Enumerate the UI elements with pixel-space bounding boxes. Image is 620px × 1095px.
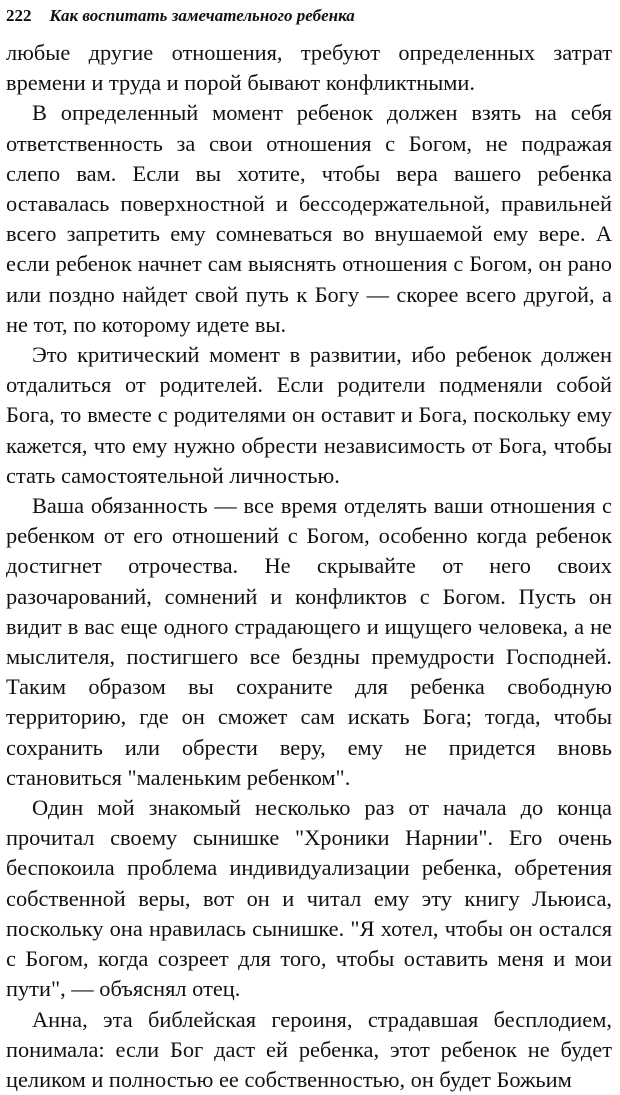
page-number: 222 bbox=[6, 4, 32, 28]
paragraph: Один мой знакомый несколько раз от начала до конца прочитал своему сынишке "Хроники Нарнии". Его очень беспокоила проблема индивидуализации ребенка, обретения собственной веры, вот он и читал ему эту книгу Льюиса, поскольку она нравилась сынишке. "Я хотел, чтобы он остался с Богом, когда созреет для того, чтобы оставить меня и мои пути", — объяснял отец. bbox=[6, 793, 612, 1004]
body-text bbox=[6, 38, 612, 1095]
paragraph: Анна, эта библейская героиня, страдавшая бесплодием, понимала: если Бог даст ей ребенка, этот ребенок не будет целиком и полностью ее собственностью, он будет Божьим bbox=[6, 1005, 612, 1095]
paragraph: В определенный момент ребенок должен взять на себя ответственность за свои отношения с Богом, не подражая слепо вам. Если вы хотите, чтобы вера вашего ребенка оставалась поверхностной и бессодержательной, правильней всего запретить ему сомневаться во внушаемой ему вере. А если ребенок начнет сам выяснять отношения с Богом, он рано или поздно найдет свой путь к Богу — скорее всего другой, а не тот, по которому идете вы. bbox=[6, 98, 612, 340]
paragraph: Это критический момент в развитии, ибо ребенок должен отдалиться от родителей. Если родители подменяли собой Бога, то вместе с родителями он оставит и Бога, поскольку ему кажется, что ему нужно обрести независимость от Бога, чтобы стать самостоятельной личностью. bbox=[6, 340, 612, 491]
running-title: Как воспитать замечательного ребенка bbox=[50, 4, 355, 28]
page-header bbox=[6, 4, 612, 30]
paragraph-continued: любые другие отношения, требуют определенных затрат времени и труда и порой бывают конфликтными. bbox=[6, 38, 612, 98]
paragraph: Ваша обязанность — все время отделять ваши отношения с ребенком от его отношений с Богом, особенно когда ребенок достигнет отрочества. Не скрывайте от него своих разочарований, сомнений и конфликтов с Богом. Пусть он видит в вас еще одного страдающего и ищущего человека, а не мыслителя, постигшего все бездны премудрости Господней. Таким образом вы сохраните для ребенка свободную территорию, где он сможет сам искать Бога; тогда, чтобы сохранить или обрести веру, ему не придется вновь становиться "маленьким ребенком". bbox=[6, 491, 612, 793]
